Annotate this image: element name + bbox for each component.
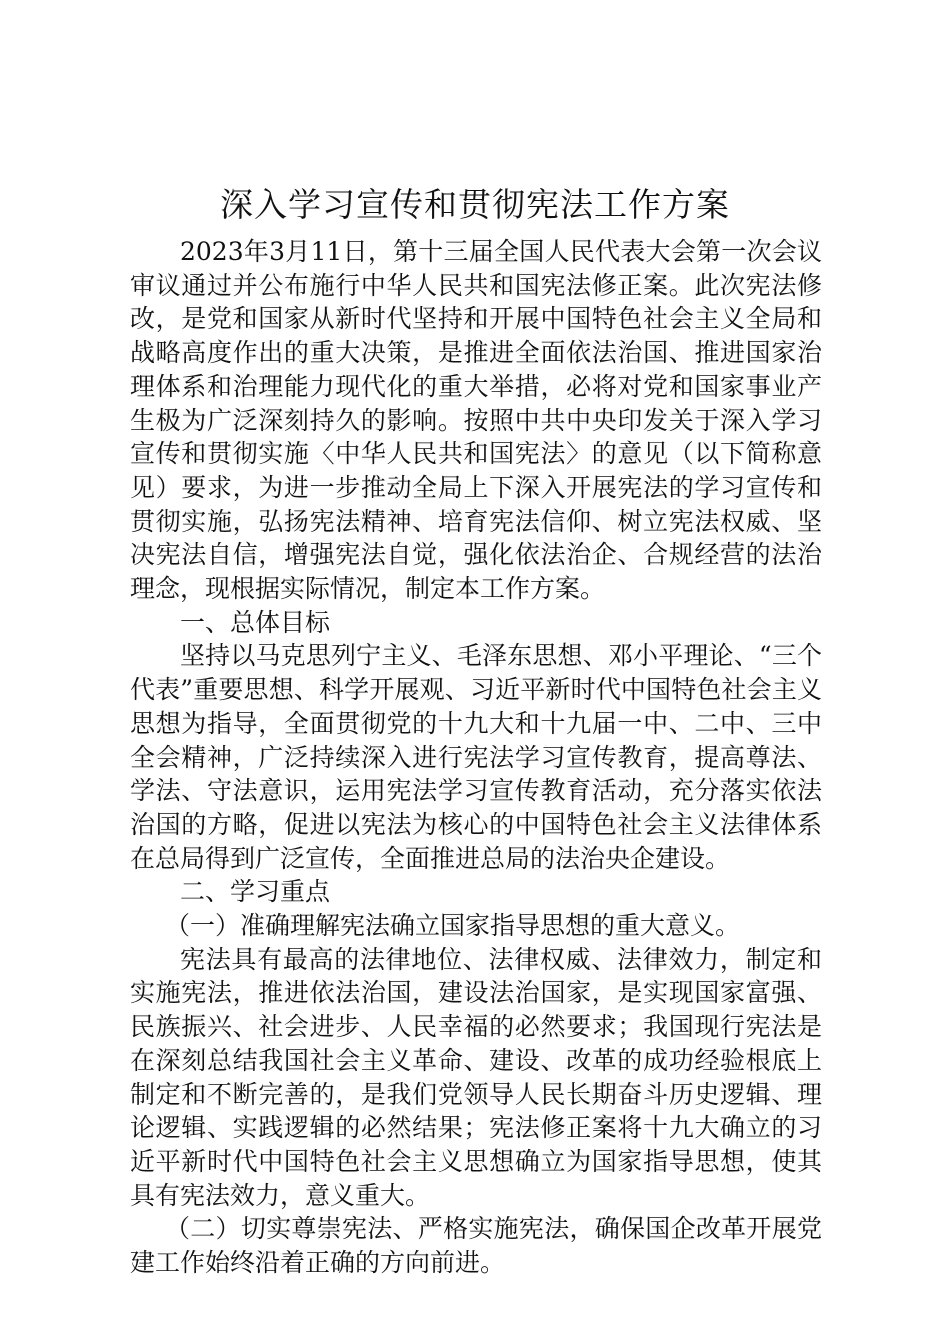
document-body — [130, 235, 822, 1280]
document-title: 深入学习宣传和贯彻宪法工作方案 — [220, 185, 730, 224]
subheading-1: （一）准确理解宪法确立国家指导思想的重大意义。 — [165, 911, 741, 941]
section-heading-study-focus: 二、学习重点 — [180, 877, 331, 907]
goal-paragraph: 坚持以马克思列宁主义、毛泽东思想、邓小平理论、“三个代表”重要思想、科学开展观、习近平新时代中国特色社会主义思想为指导，全面贯彻党的十九大和十九届一中、二中、三中全会精神，广泛持续深入进行宪法学习宣传教育，提高尊法、学法、守法意识，运用宪法学习宣传教育活动，充分落实依法治国的方略，促进以宪法为核心的中国特色社会主义法律体系在总局得到广泛宣传，全面推进总局的法治央企建设。 — [130, 641, 822, 873]
section-heading-overall-goal: 一、总体目标 — [180, 607, 331, 637]
subheading-2: （二）切实尊崇宪法、严格实施宪法，确保国企改革开展党建工作始终沿着正确的方向前进。 — [130, 1214, 822, 1278]
subheading-1-paragraph: 宪法具有最高的法律地位、法律权威、法律效力，制定和实施宪法，推进依法治国，建设法治国家，是实现国家富强、民族振兴、社会进步、人民幸福的必然要求；我国现行宪法是在深刻总结我国社会主义革命、建设、改革的成功经验根底上制定和不断完善的，是我们党领导人民长期奋斗历史逻辑、理论逻辑、实践逻辑的必然结果；宪法修正案将十九大确立的习近平新时代中国特色社会主义思想确立为国家指导思想，使其具有宪法效力，意义重大。 — [130, 944, 822, 1210]
intro-paragraph: 2023年3月11日，第十三届全国人民代表大会第一次会议审议通过并公布施行中华人民共和国宪法修正案。此次宪法修改，是党和国家从新时代坚持和开展中国特色社会主义全局和战略高度作出的重大决策，是推进全面依法治国、推进国家治理体系和治理能力现代化的重大举措，必将对党和国家事业产生极为广泛深刻持久的影响。按照中共中央印发关于深入学习宣传和贯彻实施〈中华人民共和国宪法〉的意见（以下简称意见）要求，为进一步推动全局上下深入开展宪法的学习宣传和贯彻实施，弘扬宪法精神、培育宪法信仰、树立宪法权威、坚决宪法自信，增强宪法自觉，强化依法治企、合规经营的法治理念，现根据实际情况，制定本工作方案。 — [130, 237, 822, 604]
